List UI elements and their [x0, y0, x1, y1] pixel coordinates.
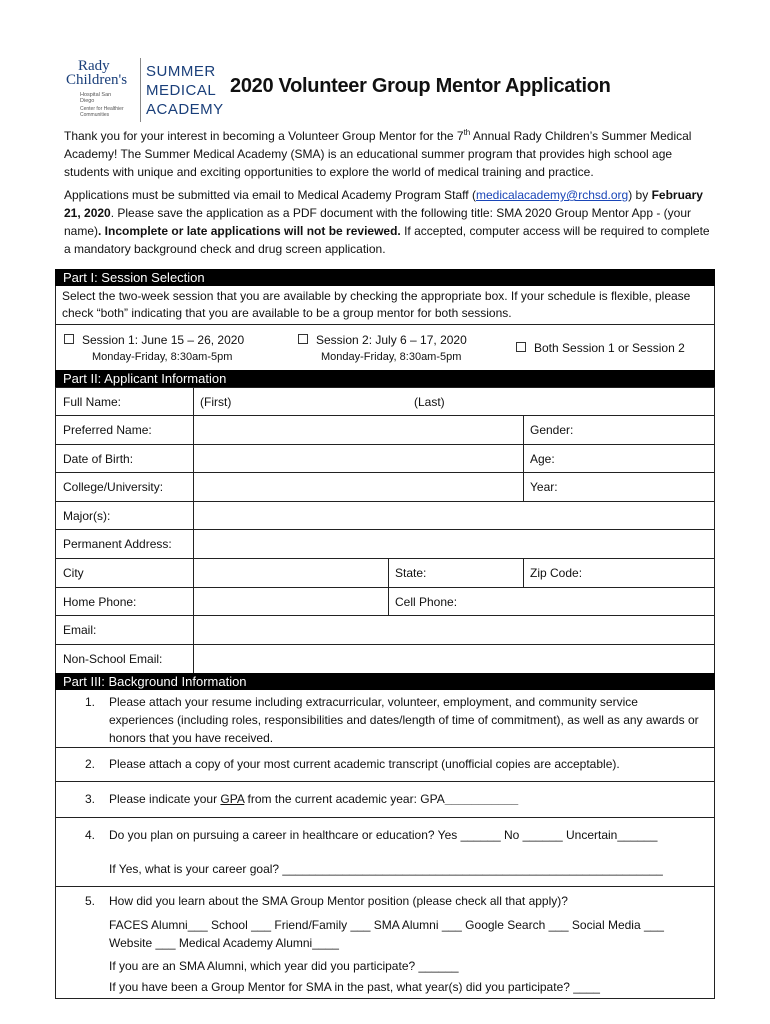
q5-number: 5. [85, 894, 96, 908]
gender-label: Gender: [530, 423, 574, 437]
part2-header: Part II: Applicant Information [55, 370, 715, 387]
state-label: State: [395, 566, 427, 580]
session2-label: Session 2: July 6 – 17, 2020 [316, 333, 467, 347]
full-name-label: Full Name: [63, 395, 122, 409]
divider [388, 558, 389, 615]
intro-paragraph-2 [64, 186, 714, 258]
both-sessions-label: Both Session 1 or Session 2 [534, 341, 685, 355]
q1-number: 1. [85, 695, 96, 709]
q3-text [109, 790, 518, 808]
email-link[interactable]: medicalacademy@rchsd.org [475, 188, 629, 202]
session1-label: Session 1: June 15 – 26, 2020 [82, 333, 245, 347]
session2-option[interactable] [298, 333, 467, 348]
college-label: College/University: [63, 480, 164, 494]
email-label: Email: [63, 623, 97, 637]
divider [523, 558, 524, 587]
q2-number: 2. [85, 757, 96, 771]
intro-text: ) by [628, 188, 652, 202]
address-label: Permanent Address: [63, 537, 172, 551]
year-label: Year: [530, 480, 558, 494]
last-name-label: (Last) [414, 395, 445, 409]
q5-mentor-year[interactable]: If you have been a Group Mentor for SMA in the past, what year(s) did you participate? ____ [109, 980, 600, 994]
first-name-label: (First) [200, 395, 232, 409]
divider [55, 886, 715, 887]
gpa-blank-field[interactable]: ___________ [444, 792, 519, 806]
both-sessions-checkbox[interactable] [516, 342, 526, 352]
q4-career-goal[interactable]: If Yes, what is your career goal? _________________________________________________________ [109, 862, 663, 876]
dob-label: Date of Birth: [63, 452, 134, 466]
intro-text: Applications must be submitted via email to Medical Academy Program Staff ( [64, 188, 476, 202]
divider [55, 558, 715, 559]
q1-text: Please attach your resume including extracurricular, volunteer, employment, and community service experiences (including roles, responsibilities and dates/length of time of commitment), as well as any awards or honors that you have received. [109, 695, 699, 745]
q5-options-row2[interactable]: Website ___ Medical Academy Alumni____ [109, 936, 339, 950]
warning-text: . Incomplete or late applications will not be reviewed. [98, 224, 401, 238]
divider [523, 415, 524, 501]
logo-center-text: Center for Healthier Communities [80, 106, 124, 118]
rady-childrens-logo [64, 58, 144, 124]
college-field[interactable] [194, 473, 523, 501]
session1-checkbox[interactable] [64, 334, 74, 344]
majors-label: Major(s): [63, 509, 111, 523]
majors-field[interactable] [194, 502, 714, 529]
intro-text: Thank you for your interest in becoming a Volunteer Group Mentor for the 7 [64, 129, 464, 143]
dob-field[interactable] [194, 445, 523, 472]
part1-header: Part I: Session Selection [55, 269, 715, 286]
divider [55, 587, 715, 588]
q5-alumni-year[interactable]: If you are an SMA Alumni, which year did you participate? ______ [109, 959, 459, 973]
session1-option[interactable] [64, 333, 244, 348]
logo-sma-line: SUMMER [146, 63, 216, 80]
session1-time: Monday-Friday, 8:30am-5pm [92, 351, 233, 363]
q3-text-a: Please indicate your [109, 792, 221, 806]
divider [55, 817, 715, 818]
non-school-email-field[interactable] [194, 645, 714, 673]
divider [55, 781, 715, 782]
zip-label: Zip Code: [530, 566, 583, 580]
logo-divider [140, 58, 141, 122]
q4-number: 4. [85, 828, 96, 842]
logo-sma-line: MEDICAL [146, 82, 217, 99]
logo-rady-text: Rady [78, 58, 110, 74]
part1-instructions: Select the two-week session that you are available by checking the appropriate box. If your schedule is flexible, please check “both” indicating that you are available to be a group mentor for both sessions. [62, 289, 691, 320]
intro-text: If accepted, computer access will be required to complete a mandatory background check and drug screen application. [64, 224, 710, 256]
logo-childrens-text: Children's [66, 72, 128, 88]
preferred-name-label: Preferred Name: [63, 423, 152, 437]
cell-phone-label: Cell Phone: [395, 595, 458, 609]
intro-text: . Please save the application as a PDF document with the following title: SMA 2020 Group Mentor App - (your name) [64, 206, 692, 238]
non-school-email-label: Non-School Email: [63, 652, 163, 666]
preferred-name-field[interactable] [194, 416, 523, 444]
divider [55, 324, 715, 325]
q5-options-row1[interactable]: FACES Alumni___ School ___ Friend/Family ___ SMA Alumni ___ Google Search ___ Social Media ___ [109, 918, 664, 932]
q5-text: How did you learn about the SMA Group Mentor position (please check all that apply)? [109, 894, 568, 908]
deadline-text: February 21, 2020 [64, 188, 703, 220]
divider [55, 747, 715, 748]
q4-text[interactable]: Do you plan on pursuing a career in healthcare or education? Yes ______ No ______ Uncertain______ [109, 828, 658, 842]
logo-hospital-text: Hospital San Diego [80, 92, 112, 104]
intro-text: Annual Rady Children’s Summer Medical Academy! The Summer Medical Academy (SMA) is an educational summer program that provides high school age students with unique and exciting opportunities to explore the world of medical training and practice. [64, 129, 692, 179]
q3-number: 3. [85, 792, 96, 806]
q2-text: Please attach a copy of your most current academic transcript (unofficial copies are acceptable). [109, 757, 620, 771]
age-label: Age: [530, 452, 555, 466]
q3-text-b: from the current academic year: GPA [244, 792, 445, 806]
document-title: 2020 Volunteer Group Mentor Application [230, 75, 611, 97]
superscript: th [463, 128, 471, 137]
city-label: City [63, 566, 84, 580]
email-field[interactable] [194, 616, 714, 644]
session2-checkbox[interactable] [298, 334, 308, 344]
logo-sma-line: ACADEMY [146, 101, 224, 118]
intro-paragraph-1 [64, 127, 714, 181]
q3-gpa-underlined: GPA [220, 792, 245, 806]
address-field[interactable] [194, 530, 714, 558]
full-name-field[interactable] [194, 388, 714, 415]
home-phone-label: Home Phone: [63, 595, 137, 609]
session2-time: Monday-Friday, 8:30am-5pm [321, 351, 462, 363]
part3-header: Part III: Background Information [55, 673, 715, 690]
summer-medical-academy-logo [146, 62, 224, 119]
both-sessions-option[interactable] [516, 341, 685, 356]
